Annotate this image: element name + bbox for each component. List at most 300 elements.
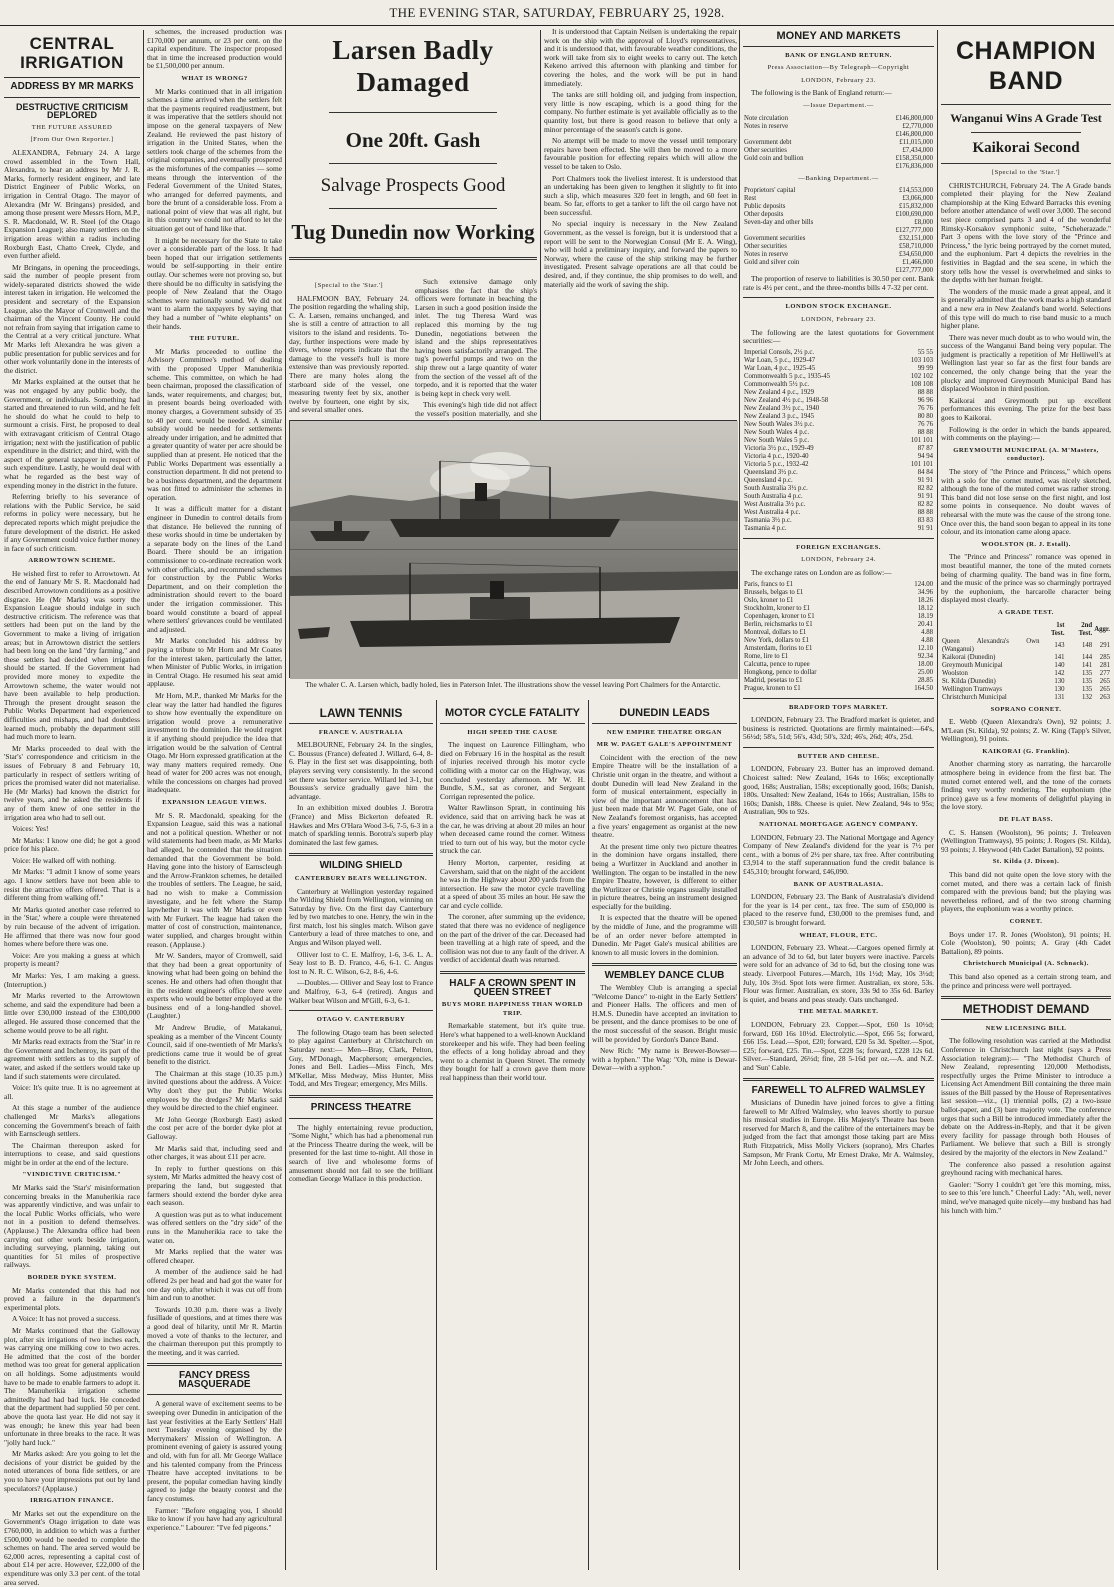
- table-cell: 277: [1099, 669, 1110, 677]
- table-row: [743, 517, 934, 525]
- table-cell-label: Public deposits: [744, 203, 786, 211]
- table-row: [941, 654, 1111, 662]
- larsen-headline: Larsen Badly Damaged: [332, 35, 494, 97]
- table-cell-value: 18.00: [917, 660, 933, 668]
- table-cell-label: South Australia 3½ p.c.: [744, 484, 808, 492]
- section-heading: THE FUTURE.: [189, 335, 240, 343]
- table-cell-label: Other securities: [744, 243, 787, 251]
- table-row: [743, 469, 934, 477]
- whaler-ship-illustration: [290, 421, 738, 679]
- table-row: [743, 661, 934, 669]
- photo-caption: The whaler C. A. Larsen which, badly holed, lies in Paterson Inlet. The illustrations show the vessel leaving Port Chalmers for the Antarctic.: [305, 680, 721, 689]
- table-row: [743, 389, 934, 397]
- paragraph: The Chairman at this stage (10.35 p.m.) invited questions about the address. A Voice: Why don't they put the Public Works employees by the dredges? Mr Marks said they would be directed to the chief engineer.: [147, 1068, 282, 1113]
- table-cell: Wellington Tramways: [942, 685, 1003, 693]
- table-row: [743, 493, 934, 501]
- paragraph: Mr John George (Roxburgh East) asked the cost per acre of the border dyke plot at Galloway.: [147, 1114, 282, 1142]
- table-cell-value: 88 88: [917, 428, 933, 436]
- table-cell-value: 18.12: [917, 604, 933, 612]
- table-row: [743, 509, 934, 517]
- table-cell-value: £58,710,000: [899, 243, 933, 251]
- table-row: [941, 686, 1111, 694]
- table-row: [743, 453, 934, 461]
- table-cell-value: 124.00: [914, 580, 933, 588]
- table-cell: 148: [1081, 641, 1093, 649]
- table-cell-label: Seven-day and other bills: [744, 219, 814, 227]
- table-cell: Christchurch Municipal: [942, 693, 1007, 701]
- paragraph: The following are the latest quotations for Government securities:—: [743, 327, 934, 346]
- table-cell-label: Victoria 5 p.c., 1932-42: [744, 460, 809, 468]
- table-cell-value: 84 84: [917, 468, 933, 476]
- paragraph: The "Prince and Princess" romance was opened in most beautiful manner, the tone of the muted cornets being of charming quality. The band was in fine form, and the music of the prince was so charmingly portrayed by the euphonium, the harcarolle character being displayed most clearly.: [941, 552, 1111, 605]
- paragraph: Towards 10.30 p.m. there was a lively fusillade of questions, and at times there was a good deal of hilarity, until Mr R. Martin moved a vote of thanks to the lecturer, and the chairman thereupon put this promptly to the meeting, and it was carried.: [147, 1304, 282, 1357]
- stock-exchange-table: [743, 349, 934, 533]
- section-heading: OTAGO V. CANTERBURY: [316, 1016, 406, 1024]
- paragraph: A general wave of excitement seems to be sweeping over Dunedin in anticipation of the last year festivities at the Early Settlers' Hall next Tuesday evening organised by the Merrymakers' Mission of Wellington. A prominent evening of gaiety is assured young and old, with fun for all. Mr George Wallace and his talented company from the Princess Theatre have accepted invitations to be present, the popular comedian having kindly agreed to judge the beauty contest and the fancy costumes.: [147, 1399, 282, 1503]
- table-cell-value: £14,553,000: [899, 187, 933, 195]
- paragraph: The following is the Bank of England return:—: [751, 88, 892, 98]
- paragraph: It was a difficult matter for a distant engineer in Dunedin to control details from that distance. He believed the running of these works should in time be undertaken by a separate body on the lines of the Land Board. There should be an irrigation commissioner to co-ordinate recreation work with other officials, and recommend schemes for construction by the Public Works Department, and on their completion the administration should revert to the board under the irrigation commissioner. This board would constitute a board of appeal where settlers' grievances could be ventilated and adjusted.: [147, 504, 282, 634]
- table-cell-value: 102 102: [910, 372, 933, 380]
- section-heading: WOOLSTON (R. J. Estall).: [981, 540, 1071, 548]
- table-row: [743, 445, 934, 453]
- table-cell-value: 87 87: [917, 444, 933, 452]
- table-row: [743, 413, 934, 421]
- paragraph: The wonders of the music made a great appeal, and it is generally admitted that the work marks a high standard and a new era in New Zealand's band world. Selections of this type will do much to rise band music to a much higher plane.: [941, 286, 1111, 331]
- paragraph: No attempt will be made to move the vessel until temporary repairs have been effected. She will then be moved to a more favourable position for effecting repairs which will allow the vessel to be taken to Oslo.: [544, 136, 737, 171]
- paragraph: LONDON, February 23. The National Mortgage and Agency Company of New Zealand's dividend for the year is 7½ per cent., with a bonus of 2½ per share, tax free. After contributing £3,914 to the staff superannuation fund the credit balance is £45,310; brought forward, £46,090.: [743, 832, 934, 876]
- section-heading: St. Kilda (J. Dixon).: [992, 858, 1060, 866]
- paragraph: Kaikorai and Greymouth put up excellent performances this evening. The prize for the best bass goes to Kaikorai.: [941, 395, 1111, 423]
- table-row: [743, 621, 934, 629]
- table-row: [743, 669, 934, 677]
- column-rule: [540, 30, 541, 420]
- banking-department-table: [743, 187, 934, 275]
- paragraph: The Chairman thereupon asked for interruptions to cease, and said questions might be in order at the end of the lecture.: [4, 1140, 140, 1167]
- paragraph: Henry Morton, carpenter, residing at Caversham, said that on the night of the accident he was in the Highway about 200 yards from the intersection. He saw the motor cycle travelling at a speed of about 35 miles an hour. He saw the car and cycle collide.: [440, 857, 585, 910]
- column-rule: [285, 30, 286, 1570]
- table-cell-label: New Zealand 3½ p.c., 1940: [744, 404, 820, 412]
- byline: Press Association—By Telegraph—Copyright: [767, 64, 910, 72]
- paragraph: Voice: He walked off with nothing.: [12, 855, 116, 865]
- motor-column: [440, 704, 585, 1572]
- table-cell-label: Commonwealth 5½ p.c.: [744, 380, 810, 388]
- table-cell-value: 4.88: [921, 636, 933, 644]
- paragraph: Mr Marks said the 'Star's' misinformation concerning breaks in the Manuherikia race was apparently vindictive, and was unfair to the local Public Works officials, who were not in a position to defend themselves. (Applause.) The Alexandra office had been carrying out other work beside irrigation, including surveying, planning, taking out quantities for 51 miles of prospective railways.: [4, 1183, 140, 1270]
- column-rule: [937, 30, 938, 1570]
- table-row: [743, 235, 934, 243]
- paragraph: Voice: It's quite true. It is no agreement at all.: [4, 1083, 140, 1101]
- paragraph: Gaoler: "Sorry I couldn't get 'ere this morning, miss, to see to this 'ere lunch." Cheerful Lady: "Ah, well, never mind, we've managed quite nicely—my husband has had his lunch with him.": [941, 1179, 1111, 1215]
- larsen-text-a: [289, 278, 409, 416]
- paragraph: Mr Marks set out the expenditure on the Government's Otago irrigation to date was £760,000, in addition to which was a further £500,000 would be needed to complete the schemes on hand. The area served would be 62,000 acres, representing a capital cost of about £14 per acre. However, £22,000 of the expenditure was only 3.3 per cent. of the total area served.: [4, 1508, 140, 1587]
- paragraph: The Wembley Club is arranging a special "Welcome Dance" to-night in the Early Settlers' and Pioneer Halls. The officers and men of H.M.S. Dunedin have accepted an invitation to be present, and the dance promises to be one of the most successful of the season. Bright music will be provided by Gordon's Dance Band.: [592, 983, 737, 1044]
- table-cell-value: 18.26: [917, 596, 933, 604]
- paragraph: Canterbury at Wellington yesterday regained the Wilding Shield from Wellington, winning on Saturday by five. On the first day Canterbury led by two matches to one. Henry, the win in the first match, lost his singles match. Wilson gave Canterbury a lead of three matches to one, and Angus and Wilson played well.: [289, 886, 433, 948]
- table-title: —Banking Department.—: [798, 174, 879, 182]
- table-cell: Kaikorai (Dunedin): [942, 653, 996, 661]
- table-cell: 263: [1099, 693, 1110, 701]
- column-rule: [143, 30, 144, 1570]
- paragraph: It might be necessary for the State to take over a considerable part of the loss. It had been hoped that our irrigation settlements would be self-supporting in their entire outlay. Our schemes were not proving so, but there should be no difficulty in satisfying the people of New Zealand that the Otago schemes were nationally sound. We did not want to alarm the taxpayers by saying that they had a number of "white elephants" on their hands.: [147, 235, 282, 331]
- table-cell-label: Tasmania 3½ p.c.: [744, 516, 792, 524]
- paragraph: LONDON, February 23. Copper.—Spot, £60 1s 10½d; forward, £60 16s 10½d. Electrolytic.—Spot, £66 5s; forward, £66 15s. Lead.—Spot, £20; forward, £20 5s 3d. Spelter.—Spot, £25; forward, £25. Tin.—Spot, £228 5s; forward, £228 12s 6d. Silver.—Standard, 26½d; fine, 28 5-16d per oz.—A. and N.Z. and 'Sun' Cable.: [743, 1019, 934, 1072]
- paragraph: MELBOURNE, February 24. In the singles, C. Boussus (France) defeated J. Willard, 6-4, 8-6. Play in the first set was disappointing, both players serving very consistently. In the second set there was better service. Willard led 3-1, but Boussus's service gradually gave him the advantage.: [289, 740, 433, 801]
- column-rule: [588, 700, 589, 1570]
- section-heading: BORDER DYKE SYSTEM.: [27, 1274, 117, 1281]
- paragraph: Mr Marks asked: Are you going to let the decisions of your district be guided by the noted utterances of bona fide settlers, or are you to have your impressions put out by land speculators? (Applause.): [4, 1449, 140, 1493]
- paragraph: Mr Marks said that, including seed and other charges, it was about £11 per acre.: [147, 1143, 282, 1162]
- byline: [Special to the 'Star.']: [314, 282, 384, 289]
- table-cell-value: 12.10: [917, 644, 933, 652]
- paragraph: The highly entertaining revue production, "Some Night," which has had a phenomenal run at the Princess Theatre during the week, will be presented for the last time to-night. All those in search of live and wholesome forms of amusement should not fail to see the brilliant comedian George Wallace in this production.: [289, 1122, 433, 1184]
- section-heading: IRRIGATION FINANCE.: [30, 1497, 114, 1505]
- table-row: [743, 429, 934, 437]
- section-heading: "VINDICTIVE CRITICISM.": [22, 1171, 122, 1179]
- champion-subhead: Wanganui Wins A Grade Test: [950, 111, 1102, 125]
- table-row: [743, 155, 934, 163]
- dunedin-subhead: NEW EMPIRE THEATRE ORGAN: [606, 728, 723, 736]
- table-cell-label: Imperial Consols, 2½ p.c.: [744, 348, 815, 356]
- paragraph: Mr Marks proceeded to outline the Advisory Committee's method of dealing with the proposed Upper Manuherikia scheme. This committee, on which he had been chairman, proposed the classification of lands, water requirements, and charges; but, in present boards being overloaded with money charges, a Government subsidy of 35 to 40 per cent. would be needed. A similar subsidy would be needed for settlements already under irrigation, and he admitted that a greater quantity of water per acre should be supplied than at present. He noticed that the Public Works Department was essentially a construction department. It did not pretend to be a business department, and the department was not fitted to administer the schemes in operation.: [147, 346, 282, 502]
- paragraph: Port Chalmers took the liveliest interest. It is understood that an undertaking has been given to lengthen it slightly to fit into such a slip, which measures 320 feet in length, and 60 feet in beam. So far, efforts to get a tanker to lift the oil cargo have not been successful.: [544, 173, 737, 217]
- table-cell-label: Stockholm, kroner to £1: [744, 604, 811, 612]
- table-row: [941, 678, 1111, 686]
- table-cell: 143: [1054, 641, 1065, 649]
- irrigation-subhead: ADDRESS BY MR MARKS: [10, 81, 134, 92]
- table-cell-label: Notes in reserve: [744, 122, 789, 130]
- table-cell-value: 96 96: [917, 396, 933, 404]
- table-cell-value: £100,690,000: [895, 211, 933, 219]
- paragraph: Coincident with the erection of the new Empire Theatre will be the installation of a Christie unit organ in the theatre, and without a doubt Dunedin will lead New Zealand in the form of musical entertainment, especially in view of the important announcement that has just been made that Mr W. Paget Gale, one of New Zealand's foremost organists, has accepted a five years' engagement as organist at the new theatre.: [592, 752, 737, 840]
- table-title: —Issue Department.—: [803, 101, 874, 109]
- table-cell: Aggr.: [1094, 625, 1110, 633]
- table-row: [743, 227, 934, 235]
- table-cell: 144: [1081, 653, 1093, 661]
- table-cell-value: 101 101: [910, 436, 933, 444]
- section-subhead: CANTERBURY BEATS WELLINGTON.: [294, 874, 428, 882]
- section-heading: A GRADE TEST.: [998, 608, 1054, 616]
- paragraph: Mr S. R. Macdonald, speaking for the Expansion League, said this was a national and not a political question. Whether or not wild statements had been made, as Mr Marks had alleged, he contended that the situation demanded that the Government be bold. Having gone into the history of Earnscleugh and the Arrow-Frankton schemes, he detailed the troubles of settlers. The League, he said, had no wish to make a Commission investigate, and he felt where the Stamp lapwhether it was with Mr Marks or even with Mr Furkert. The league had taken the matter of cost of construction, maintenance, water supplied, and charges brought within reason. (Applause.): [147, 810, 282, 949]
- table-row: [743, 613, 934, 621]
- table-cell: 1st Test.: [1051, 621, 1065, 637]
- paragraph: Mr Marks replied that the water was offered cheaper.: [147, 1247, 282, 1265]
- table-cell-value: £3,066,000: [902, 195, 933, 203]
- paragraph: Farmer: "Before engaging you, I should like to know if you have had any agricultural experience." Labourer: "I've fed pigeons.": [147, 1505, 282, 1532]
- table-cell-value: 76 76: [917, 404, 933, 412]
- table-row: [743, 147, 934, 155]
- section-heading: HALF A CROWN SPENT IN QUEEN STREET: [449, 978, 576, 998]
- table-row: [743, 629, 934, 637]
- paragraph: New Rich: "My name is Brewer-Bowser—with a hyphen." The Wag: "Oh, mine is Dewar-Dewar—with a syphon.": [592, 1046, 737, 1073]
- paragraph: The proportion of reserve to liabilities is 30.50 per cent. Bank rate is 4½ per cent., and the three-months bills 4 7-32 per cent.: [743, 274, 934, 292]
- section-heading: WILDING SHIELD: [319, 860, 403, 872]
- table-cell-label: Brussels, belgas to £1: [744, 588, 804, 596]
- table-cell-label: West Australia 3½ p.c.: [744, 500, 806, 508]
- table-cell-value: £34,650,000: [899, 251, 933, 259]
- table-cell-value: £15,832,000: [899, 203, 933, 211]
- table-cell-value: 91 91: [917, 492, 933, 500]
- table-cell-label: [743, 131, 859, 139]
- table-row: [743, 187, 934, 195]
- table-row: [743, 381, 934, 389]
- table-cell-label: Commonwealth 5 p.c., 1935-45: [744, 372, 831, 380]
- section-subhead: BUYS MORE HAPPINESS THAN WORLD TRIP.: [441, 1001, 584, 1017]
- paragraph: Voices: Yes!: [12, 824, 49, 834]
- table-cell-label: Berlin, reichsmarks to £1: [744, 620, 813, 628]
- table-row: [743, 581, 934, 589]
- table-row: [743, 219, 934, 227]
- dateline: LONDON, February 23.: [801, 76, 876, 84]
- paragraph: There was never much doubt as to who would win, the success of the Wanganui Band being very popular. The judgment is practically a repetition of Mr Helliwell's at Wellington last year so far as the first four bands are concerned, the only change being that the year the plucky and improved Greymouth Municipal Band has displaced Woolston in third position.: [941, 332, 1111, 394]
- section-heading: WHAT IS WRONG?: [181, 74, 248, 82]
- dunedin-subhead: MR W. PAGET GALE'S APPOINTMENT: [596, 741, 733, 749]
- larsen-subhead: One 20ft. Gash: [345, 128, 481, 152]
- table-cell-value: 164.50: [914, 684, 933, 692]
- paragraph: The conference also passed a resolution against greyhound racing with mechanical hares.: [941, 1159, 1111, 1178]
- table-cell-value: 94 94: [917, 452, 933, 460]
- larsen-text-b: [415, 278, 537, 416]
- table-row: [743, 653, 934, 661]
- table-cell-label: Other securities: [744, 146, 787, 154]
- paragraph: In reply to further questions on this system, Mr Marks admitted the heavy cost of preparing the land, but suggested that farmers should extend the border dyke area each season.: [147, 1163, 282, 1208]
- table-cell-value: 99 99: [917, 364, 933, 372]
- table-cell-value: 83 83: [917, 516, 933, 524]
- table-row: [743, 685, 934, 693]
- table-cell-label: Queensland 3½ p.c.: [744, 468, 798, 476]
- table-row: [743, 115, 934, 123]
- paragraph: This band also opened as a certain strong team, and the prince and princess were well portrayed.: [941, 971, 1111, 990]
- table-cell-label: Note circulation: [744, 114, 788, 122]
- table-cell-value: 92.34: [917, 652, 933, 660]
- table-cell-value: 82 82: [917, 500, 933, 508]
- table-cell-value: 103 103: [910, 356, 933, 364]
- table-cell: 135: [1081, 669, 1093, 677]
- table-cell: Greymouth Municipal: [942, 661, 1003, 669]
- table-cell-label: Hongkong, pence to dollar: [744, 668, 817, 676]
- table-row: [941, 622, 1111, 638]
- byline: [From Our Own Reporter.]: [30, 136, 114, 144]
- larsen-headline-block: [289, 34, 537, 270]
- paragraph: Referring briefly to his severance of relations with the Public Service, he said reforms in policy were necessary, but he deprecated reports which might prejudice the future development of the district. He asked if any Government could voice further money in face of such criticism.: [4, 492, 140, 553]
- table-cell-value: £32,151,000: [899, 235, 933, 243]
- table-row: [743, 525, 934, 533]
- section-heading: CORNET.: [1009, 917, 1043, 925]
- table-cell: 140: [1054, 661, 1065, 669]
- table-cell-label: Notes in reserve: [744, 251, 789, 259]
- table-row: [743, 373, 934, 381]
- section-heading: ARROWTOWN SCHEME.: [28, 557, 116, 565]
- larsen-subhead: Salvage Prospects Good: [320, 175, 506, 196]
- table-cell: 142: [1054, 669, 1065, 677]
- paragraph: In an exhibition mixed doubles J. Borotra (France) and Miss Bickerton defeated R. Hawkes and Mrs O'Hara Wood 3-6, 7-5, 6-3 in a match of sparkling tennis. Borotra's superb play dominated the last few games.: [289, 803, 433, 847]
- table-row: [743, 365, 934, 373]
- table-cell-value: 4.88: [921, 628, 933, 636]
- money-subhead: BANK OF ENGLAND RETURN.: [785, 51, 892, 59]
- table-cell-value: £158,350,000: [895, 154, 933, 162]
- exchange-rates-table: [743, 581, 934, 693]
- table-cell-label: Oslo, kroner to £1: [744, 596, 794, 604]
- paragraph: This band did not quite open the love story with the cornet muted, and there was a certain lack of finish compared with the previous band; but the playing was nevertheless refined, and of the two strong charming players, the euphonium was a worthy prince.: [941, 870, 1111, 914]
- table-cell: 281: [1099, 661, 1110, 669]
- paragraph: Walter Rawlinson Spratt, in continuing his evidence, said that on arriving back he was at the car, he was driving at about 20 miles an hour when deceased came round the corner. Witness tried to turn out of his way, but the motor cycle struck the car.: [440, 803, 585, 856]
- motor-headline: MOTOR CYCLE FATALITY: [444, 707, 581, 719]
- paragraph: Voice: Are you making a guess at which property is meant?: [4, 950, 140, 969]
- table-row: [743, 437, 934, 445]
- table-cell-label: War Loan, 4 p.c., 1925-45: [744, 364, 816, 372]
- table-cell-label: Prague, kronen to £1: [744, 684, 801, 692]
- table-cell: 141: [1081, 661, 1093, 669]
- ship-photograph: [289, 420, 737, 678]
- table-cell: 135: [1081, 685, 1093, 693]
- byline: [Special to the 'Star.']: [991, 169, 1061, 176]
- dunedin-headline: DUNEDIN LEADS: [619, 707, 710, 719]
- table-cell-label: West Australia 4 p.c.: [744, 508, 801, 516]
- table-row: [743, 461, 934, 469]
- paragraph: Boys under 17. R. Jones (Woolston), 91 points; H. Cole (Woolston), 90 points; A. Gray (4th Cadet Battalion), 89 points.: [941, 929, 1111, 956]
- irrigation-continued-column: [147, 28, 282, 1573]
- table-cell-value: 101 101: [910, 460, 933, 468]
- section-heading: WEMBLEY DANCE CLUB: [604, 970, 725, 982]
- paragraph: Mr Marks explained at the outset that he was not engaged by any public body, the Government, or individuals. Something had started and threatened to run wild, and he felt he should do what he could to help to surmount a crisis. First, he proposed to deal with extravagant criticism of Central Otago irrigation; next with the justification of public expenditure in the district; and third, with the aspect of the general taxpayer in respect of such expenditure. Lastly, he would deal with what he regarded as the best way of expending money in the district in the future.: [4, 377, 140, 490]
- section-heading: FAREWELL TO ALFRED WALMSLEY: [751, 1085, 926, 1097]
- table-cell: 265: [1099, 685, 1110, 693]
- dateline: LONDON, February 24.: [801, 556, 876, 564]
- paragraph: Mr W. Sanders, mayor of Cromwell, said that they had been a great opportunity of knowing what had been going on behind the scenes. He and others had often thought that in the resident engineer's office there were experts who would be better employed at the business end of a long-handled shovel. (Laughter.): [147, 951, 282, 1021]
- section-heading: PRINCESS THEATRE: [310, 1101, 412, 1113]
- table-cell-value: 34.96: [917, 588, 933, 596]
- paragraph: A Voice: It has not proved a success.: [12, 1314, 121, 1324]
- paragraph: This evening's high tide did not affect the vessel's position materially, and she: [415, 400, 537, 418]
- paragraph: LONDON, February 23. Wheat.—Cargoes opened firmly at an advance of 3d to 6d, but later buyers were inactive. Parcels were sold for an advance of 3d to 6d, but the closing tone was steady. Liverpool Futures.—March, 10s 1½d; May, 10s 3½d; July, 10s 3½d. Spot lots were firmer. Australian, ex store, 53s. Flour was firmer. Australian, ex store, 33s 9d to 35s 6d. Barley is quiet, and beans and peas steady. Oats unchanged.: [743, 943, 934, 1004]
- section-heading: GREYMOUTH MUNICIPAL (A. M'Masters, conductor).: [953, 446, 1099, 463]
- champion-headline: CHAMPION BAND: [955, 37, 1097, 95]
- paragraph: No special inquiry is necessary in the New Zealand Government, as the vessel is foreign, but it is understood that a report will be sent to the Norwegian Consul (Mr E. A. Wing), who will hold a preliminary inquiry, and forward the papers to Norway, where the cause of the ship striking may be further investigated. Present salvage operations are all that could be desired, and, if they continue, the ship promises to do well, and materially aid the work of saving the ship.: [544, 219, 737, 289]
- motor-subhead: HIGH SPEED THE CAUSE: [467, 728, 558, 736]
- methodist-subhead: NEW LICENSING BILL: [985, 1024, 1067, 1032]
- table-cell: Queen Alexandra's Own (Wanganui): [942, 637, 1040, 653]
- table-row: [743, 251, 934, 259]
- table-cell-label: South Australia 4 p.c.: [744, 492, 803, 500]
- table-row: [743, 405, 934, 413]
- table-cell-label: Gold and silver coin: [744, 259, 800, 267]
- champion-column: [941, 28, 1111, 1573]
- table-row: [743, 259, 934, 267]
- table-cell: Woolston: [942, 669, 968, 677]
- issue-department-table: [743, 115, 934, 171]
- paragraph: Mr Marks: "I admit I know of some years ago. I know settlers have not been able to resist the attractive offers offered. That is a different thing from walking off.": [4, 867, 140, 903]
- paragraph: A question was put as to what inducement was offered settlers on the "dry side" of the runs in the Manuherikia race to take the water on.: [147, 1209, 282, 1245]
- paragraph: The following Otago team has been selected to play against Canterbury at Christchurch on Saturday next:— Men—Bray, Clark, Pelton, Guy, M'Donagh, Macpherson; emergencies, Jones and Bell. Ladies—Miss Finch, Mrs M'Kellar, Miss Medway, Miss Hunter, Miss Todd, and Mrs Tregear; emergency, Mrs Mills.: [289, 1027, 433, 1089]
- table-cell-label: [743, 163, 859, 171]
- section-heading: WHEAT, FLOUR, ETC.: [799, 931, 878, 939]
- table-row: [743, 637, 934, 645]
- table-row: [743, 131, 934, 139]
- table-cell-value: £127,777,000: [895, 227, 933, 235]
- money-headline: MONEY AND MARKETS: [776, 30, 901, 42]
- paragraph: Mr Marks concluded his address by paying a tribute to Mr Horn and Mr Coates for the interest taken, particularly the latter, when Minister of Public Works, in irrigation in Central Otago. He resumed his seat amid applause.: [147, 636, 282, 689]
- table-cell: 130: [1054, 685, 1065, 693]
- table-cell-label: New South Wales 5 p.c.: [744, 436, 810, 444]
- table-row: [743, 195, 934, 203]
- money-column: [743, 28, 934, 1573]
- table-cell-value: 91 91: [917, 524, 933, 532]
- section-heading: LONDON STOCK EXCHANGE.: [785, 303, 892, 311]
- table-row: [743, 485, 934, 493]
- table-cell: St. Kilda (Dunedin): [942, 677, 996, 685]
- paragraph: The exchange rates on London are as follow:—: [751, 567, 892, 577]
- paragraph: The following resolution was carried at the Methodist Conference in Christchurch last night (says a Press Association telegram):— "The Methodist Church of New Zealand, representing 120,000 Methodists, respectfully urges the Prime Minister to introduce a Licensing Act Amendment Bill containing the three main issues of the Bill passed by the House of Representatives last session—viz., (1) triennial polls, (2) a two-issue ballot-paper, and (3) bare majority vote. The conference urges that such a Bill be introduced immediately after the debate on the Address-in-Reply, and that it be given every facility for passage through both Houses of Parliament. We believe that such a Bill is strongly desired by the majority of the electors in New Zealand.": [941, 1036, 1111, 1158]
- table-cell-value: 82 82: [917, 484, 933, 492]
- paragraph: Another charming story as narrating, the harcarolle atmosphere being in evidence from the first bar. The muted cornet entered well, and the tone of the cornets finding very worthy rendering. The euphonium (the prince) gave us a few moments of delightful playing in the love story.: [941, 759, 1111, 812]
- tennis-column: [289, 704, 433, 1572]
- table-cell: 2nd Test.: [1078, 621, 1093, 637]
- table-row: [743, 397, 934, 405]
- table-cell-value: £146,800,000: [895, 130, 933, 138]
- larsen-text-c: [544, 28, 737, 416]
- table-cell-label: [743, 227, 866, 235]
- table-row: [743, 589, 934, 597]
- table-cell-value: £7,434,000: [902, 146, 933, 154]
- paragraph: LONDON, February 23. The Bradford market is quieter, and business is restricted. Quotations are firmly maintained:—64's, 56½d; 58's, 51d; 56's, 43d; 50's, 32d; 46's, 26d; 40's, 25d.: [743, 715, 934, 742]
- table-cell-label: Paris, francs to £1: [744, 580, 794, 588]
- table-cell-label: Queensland 4 p.c.: [744, 476, 793, 484]
- table-cell-value: 108 108: [910, 380, 933, 388]
- table-row: [743, 243, 934, 251]
- table-row: [743, 211, 934, 219]
- table-cell-value: 55 55: [917, 348, 933, 356]
- section-heading: BUTTER AND CHEESE.: [797, 752, 880, 760]
- section-heading: BANK OF AUSTRALASIA.: [793, 880, 884, 888]
- section-heading: Christchurch Municipal (A. Schnack).: [963, 960, 1089, 968]
- table-cell: 141: [1054, 653, 1065, 661]
- paragraph: LONDON, February 23. Butter has an improved demand. Choicest salted: New Zealand, 164s to 166s; exceptionally good, 168s; Australian, 158s; exceptionally good, 160s; Danish, 180s. Unsalted: New Zealand, 164s to 166s; Australian, 158s to 160s; Danish, 188s. Cheese is quiet. New Zealand, 94s to 95s; Australian, 90s to 92s.: [743, 764, 934, 817]
- table-cell-value: 88 88: [917, 388, 933, 396]
- table-cell-label: New York, dollars to £1: [744, 636, 809, 644]
- table-row: [743, 357, 934, 365]
- paragraph: Remarkable statement, but it's quite true. Here's what happened to a well-known Auckland storekeeper and his wife. They had been feeling the effects of a long holiday abroad and they went to a chemist in Queen Street. The remedy they bought for half a crown gave them more real happiness than their world tour.: [440, 1021, 585, 1082]
- paragraph: The tanks are still holding oil, and judging from inspection, very little is now escaping, which is a good thing for the company. No further estimate is yet available officially as to the quantity lost, but there is good reason to believe that only a minor percentage of the season's catch is gone.: [544, 90, 737, 134]
- table-cell-label: Rome, lire to £1: [744, 652, 789, 660]
- table-cell-value: £176,836,000: [895, 162, 933, 170]
- table-row: [743, 349, 934, 357]
- section-heading: SOPRANO CORNET.: [990, 705, 1062, 713]
- table-cell-label: Victoria 3½ p.c., 1929-49: [744, 444, 814, 452]
- paragraph: Mr Marks quoted another case referred to in the 'Star,' where a couple were threatened by ruin because of the advent of irrigation. He affirmed that there was now four good homes where before there was one.: [4, 904, 140, 949]
- tennis-subhead: FRANCE V. AUSTRALIA: [318, 728, 404, 736]
- table-row: [743, 123, 934, 131]
- paragraph: HALFMOON BAY, February 24. The position regarding the whaling ship, C. A. Larsen, remains unchanged, and she is still a centre of attraction to all visitors to the island and residents. To-day, further inspections were made by divers, whose reports indicate that the damage to the vessel's hull is more extensive than was previously reported. There are many holes along the starboard side of the vessel, one measuring twenty feet by six, another twelve by fourteen, one eight by six, and several smaller ones.: [289, 293, 409, 415]
- paragraph: Mr Bringans, in opening the proceedings, said the number of people present from widely-separated districts showed the wide interest taken in irrigation. He welcomed the president and secretary of the Expansion League, also the Mayor of Cromwell and the chairman of the Vincent County. He could not refrain from saying that irrigation came to the Central at a very critical juncture. What Mr Marks left Alexandra he was given a public presentation for public services and for other work voluntarily done in the interests of the district.: [4, 262, 140, 375]
- dateline: LONDON, February 23.: [801, 315, 876, 323]
- a-grade-results-table: [941, 622, 1111, 702]
- table-cell-value: £146,800,000: [895, 114, 933, 122]
- dunedin-column: [592, 704, 737, 1572]
- table-cell-label: Victoria 4 p.c., 1920-40: [744, 452, 809, 460]
- champion-subhead: Kaikorai Second: [972, 140, 1080, 156]
- table-cell: 130: [1054, 677, 1065, 685]
- paragraph: Mr Marks: Yes, I am making a guess. (Interruption.): [4, 971, 140, 989]
- table-row: [743, 605, 934, 613]
- table-cell-label: War Loan, 5 p.c., 1929-47: [744, 356, 816, 364]
- table-cell-label: Copenhagen, kroner to £1: [744, 612, 815, 620]
- column-rule: [436, 700, 437, 1570]
- table-cell-label: Tasmania 4 p.c.: [744, 524, 787, 532]
- table-row: [743, 163, 934, 171]
- section-heading: DE FLAT BASS.: [998, 816, 1054, 824]
- table-cell-label: Proprietors' capital: [744, 187, 796, 195]
- table-cell-label: Government securities: [744, 235, 806, 243]
